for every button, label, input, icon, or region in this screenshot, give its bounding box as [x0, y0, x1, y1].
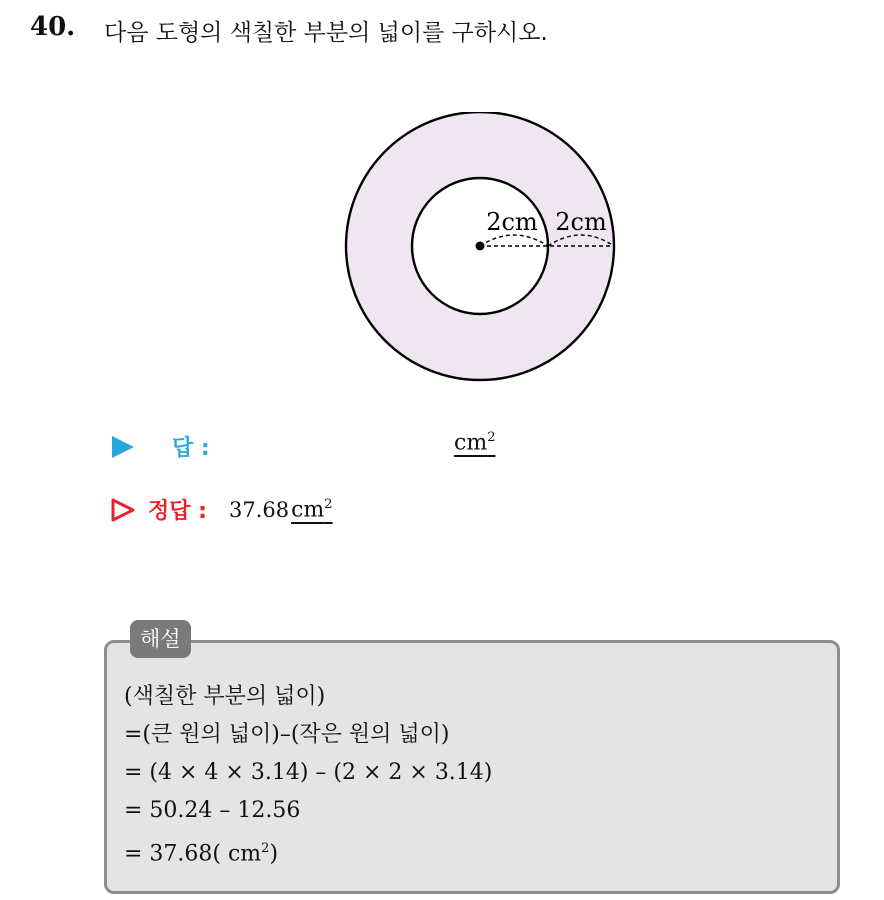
center-point [476, 242, 485, 251]
explanation-lines [124, 678, 492, 873]
question-text: 다음 도형의 색칠한 부분의 넓이를 구하시오. [104, 20, 548, 46]
answer-unit [454, 430, 495, 455]
correct-answer-row [110, 494, 333, 525]
annulus-figure [330, 112, 630, 392]
correct-answer-unit [291, 497, 332, 522]
question-number: 40. [30, 12, 76, 42]
explanation-line: =(큰 원의 넓이)–(작은 원의 넓이) [124, 722, 450, 747]
answer-blank-row [112, 431, 210, 462]
correct-unit-exp: 2 [324, 496, 333, 512]
explanation-line: = (4 × 4 × 3.14) – (2 × 2 × 3.14) [124, 760, 493, 785]
play-arrow-icon [112, 436, 134, 458]
explanation-line-final [124, 830, 492, 873]
explanation-line: (색칠한 부분의 넓이) [124, 684, 326, 709]
correct-answer-value: 37.68 [228, 497, 290, 522]
correct-answer-label: 정답 : [148, 499, 207, 524]
explanation-line: = 50.24 – 12.56 [124, 798, 301, 823]
explanation-tag: 해설 [130, 620, 191, 658]
inner-radius-label: 2cm [486, 208, 538, 236]
ring-width-label: 2cm [555, 208, 607, 236]
answer-unit-base: cm [454, 430, 488, 456]
explanation-final-close: ) [269, 841, 279, 867]
answer-unit-exp: 2 [487, 430, 496, 445]
correct-unit-base: cm [291, 497, 325, 523]
answer-blank-unit [454, 430, 495, 455]
answer-label: 답 : [172, 436, 210, 461]
explanation-final-exp: 2 [261, 841, 270, 856]
outline-arrow-icon [110, 497, 136, 523]
explanation-final-text: = 37.68( cm [124, 841, 262, 867]
